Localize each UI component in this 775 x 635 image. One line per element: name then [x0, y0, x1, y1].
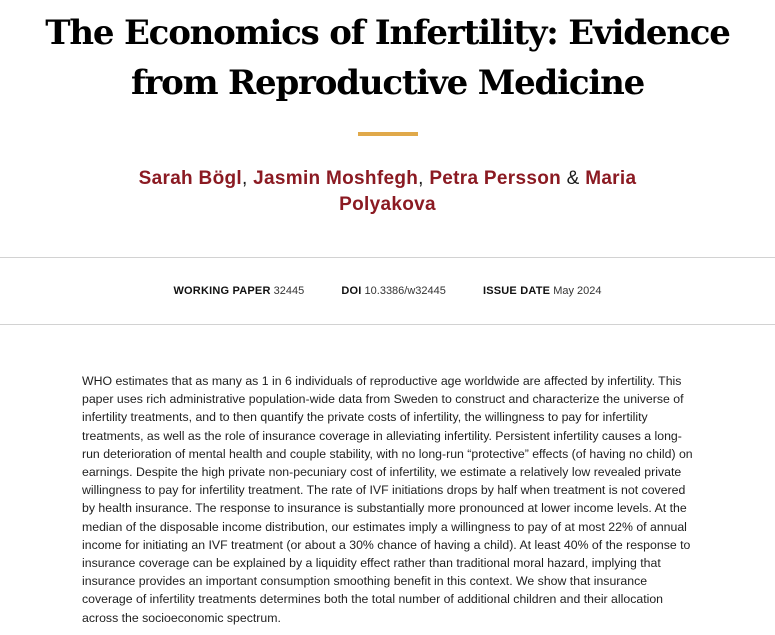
page-title: The Economics of Infertility: Evidence from Reproductive Medicine — [45, 13, 730, 103]
doi-label: DOI — [341, 285, 362, 297]
issue-date-label: ISSUE DATE — [482, 285, 551, 297]
author-link-2[interactable]: Jasmin Moshfegh — [253, 168, 419, 189]
working-paper-number — [173, 285, 304, 297]
abstract-text: WHO estimates that as many as 1 in 6 individuals of reproductive age worldwide are affected by infertility. This paper uses rich administrative population-wide data from Sweden to construct and characterize the universe of infertility treatments, and to then quantify the private costs of infertility, the willingness to pay for infertility treatments, as well as the role of insurance coverage in alleviating infertility. Persistent infertility causes a long-run deterioration of mental health and couple stability, with no long-run “protective” effects (of having no child) on earnings. Despite the high private non-pecuniary cost of infertility, we estimate a relatively low revealed private willingness to pay for infertility treatment. The rate of IVF initiations drops by half when treatment is not covered by health insurance. The response to insurance is substantially more pronounced at lower income levels. At the median of the disposable income distribution, our estimates imply a willingness to pay of at most 22% of annual income for initiating an IVF treatment (or about a 30% chance of having a child). At least 40% of the response to insurance coverage can be explained by a liquidity effect rather than traditional moral hazard, implying that insurance provides an important consumption smoothing benefit in this context. We show that insurance coverage of infertility treatments determines both the total number of additional children and their allocation across the socioeconomic spectrum. — [82, 374, 693, 625]
author-list — [120, 166, 655, 218]
author-link-4[interactable]: Maria Polyakova — [339, 168, 637, 215]
author-separator: , — [241, 168, 248, 189]
working-paper-label: WORKING PAPER — [173, 285, 271, 297]
author-separator: & — [566, 168, 580, 189]
author-link-3[interactable]: Petra Persson — [429, 168, 562, 189]
paper-metadata-row — [0, 285, 775, 297]
doi-value: 10.3386/w32445 — [364, 285, 446, 297]
author-link-1[interactable]: Sarah Bögl — [138, 168, 242, 189]
title-divider — [358, 132, 418, 136]
issue-date-value: May 2024 — [553, 285, 602, 297]
issue-date — [483, 285, 602, 297]
working-paper-value: 32445 — [273, 285, 305, 297]
doi — [341, 285, 446, 297]
paper-metadata-band — [0, 257, 775, 325]
author-separator: , — [418, 168, 424, 189]
